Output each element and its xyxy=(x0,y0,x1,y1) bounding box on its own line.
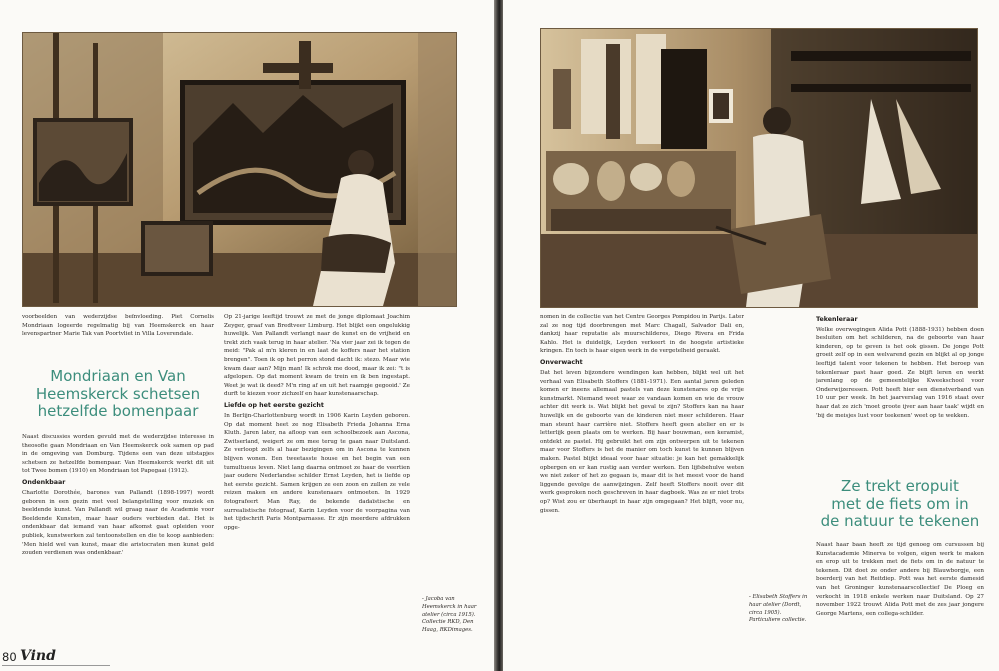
paragraph: Op 21-jarige leeftijd trouwt ze met de jonge diplomaat Joachim Zeyger, graaf van Bredtveer Limburg. Het blijkt een ongelukkig huwelijk. Van Pallandt verlangt naar de kunst en de vrijheid en trekt zich vaak terug in haar atelier. 'Na vier jaar zei ik tegen de meid: "Pak al m'n kleren in en laat de koffers naar het station brengen". Toen ik op het perron stond dacht ik: stezo. Maar wie kwam daar aan? Mijn man! Ik schrok me dood, maar ik zei: "t is afgelopen. Op dat moment kwam de trein en ik ben ingestapt. Weet je wat ik deed? M'n ring af en uit het raampje gegooid.' Ze durft te kiezen voor zichzelf en haar kunstenaarschap. xyxy=(224,314,410,398)
pull-quote-left xyxy=(22,368,214,421)
page-number: 80 xyxy=(2,650,17,664)
text-column-3 xyxy=(540,313,744,663)
caption: - Elisabeth Stoffers in haar atelier (Dordt, circa 1905). Particuliere collectie. xyxy=(749,594,808,624)
paragraph: Naast discussies worden gevuld met de wederzijdse interesse in theosofie gaan Mondriaan en Van Heemskerck ook samen op pad in de omgeving van Domburg. Tijdens een van deze uitstapjes schetsen ze hetzelfde bomenpaar. Van Heemskerck werkt dit uit tot Twee bomen (1910) en Mondriaan tot Papegaai (1912). xyxy=(22,434,214,475)
text-column-4 xyxy=(816,316,984,470)
left-page xyxy=(0,0,494,671)
section-heading: Liefde op het eerste gezicht xyxy=(224,402,324,410)
archival-photo-woman-seated-beside-paintings xyxy=(23,33,456,306)
pull-quote-line: hetzelfde bomenpaar xyxy=(37,402,199,420)
photo-right xyxy=(540,28,978,308)
text-column-1-top xyxy=(22,313,214,356)
section-heading: Tekenleraar xyxy=(816,316,858,323)
folio-rule xyxy=(2,665,110,666)
pull-quote-right xyxy=(816,478,984,531)
text-column-2 xyxy=(224,313,410,646)
paragraph: Dat het leven bijzondere wendingen kan hebben, blijkt wel uit het verhaal van Elisabeth Stoffers (1881-1971). Een aantal jaren geleden komen er ineens allemaal pastels van deze kunstenares op de vrije kunstmarkt. Niemand weet waar ze vandaan komen en wie de vrouw achter dit werk is. Wat blijkt het geval te zijn? Stoffers kan na haar huwelijk en de geboorte van de kinderen niet meer schilderen. Haar man steunt haar carrière niet. Stoffers heeft geen atelier en er is letterlijk geen plaats om te werken. Bij haar bouwman, een keramist, ontdekt ze pastel. Hij gebruikt het om zijn ontwerpen uit te tekenen maar voor Stoffers is het de manier om toch kunst te kunnen blijven maken. Pastel blijkt ideaal voor haar situatie: je kan het gemakkelijk opbergen en er kan rustig aan verder werken. Een lijfsbehulve weten we niet zeker of het zo gegaan is, maar dit is het meest voor de hand liggende gevolge de aanwijzingen. Zelf heeft Stoffers nooit over dit werk gesproken noch geschreven in haar dagboek. Was ze er niet trots op? Wist zou er überhaupt in haar zijn omgegaan? Het blijft, voor nu, gissen. xyxy=(540,370,744,514)
paragraph: nomen in de collectie van het Centre Georges Pompidou in Parijs. Later zal ze nog tijd doorbrengen met Marc Chagall, Salvador Dali en, dankzij haar reputatie als muurschilderes, Diego Rivera en Frida Kahlo. Het is duidelijk, Leyden verkeert in de hoogste artistieke kringen. En toch is haar eigen werk in de vergetelheid geraakt. xyxy=(540,314,744,355)
text-column-5 xyxy=(816,541,984,665)
page-spine xyxy=(494,0,503,671)
paragraph: voorbeelden van wederzijdse beïnvloeding. Piet Cornelis Mondriaan logeerde regelmatig bij van Heemskerck en haar levenspartner Marie Tak van Poortvliet in Villa Loverendale. xyxy=(22,314,214,338)
pull-quote-line: de natuur te tekenen xyxy=(820,512,980,530)
magazine-name: Vind xyxy=(20,648,56,664)
photo-caption-left xyxy=(422,596,488,656)
pull-quote-line: met de fiets om in xyxy=(831,494,969,513)
paragraph: In Berlijn-Charlottenburg wordt in 1906 Karin Leyden geboren. Op dat moment heet ze nog Elisabeth Frieda Johanna Erna Kluth. Jaren later, na afloop van een schoolbezoek aan Ascona, Zwitserland, weigert ze om mee terug te gaan naar Duitsland. Ze verloopt zelfs al haar bezigingen om in Ascona te kunnen blijven wonen. Een tweetasste house en het begin van een tumultueus leven. Niet lang daarna ontmoet ze haar de veertien jaar oudere Nederlandse schilder Ernst Leyden, het is liefde op het eerste gezicht. Samen krijgen ze een zoon en zullen ze vele reizen maken en andere kunstenaars ontmoeten. In 1929 fotografeert Man Ray, de bekende dadaïstische en surrealistische fotograaf, Karin Leyden voor de voorpagina van het tijdschrift Paris Montparnasse. Er zijn meerdere afdrukken opge- xyxy=(224,413,410,531)
section-heading: Ondenkbaar xyxy=(22,479,66,487)
paragraph: Charlotte Dorothée, barones van Pallandt (1898-1997) wordt geboren in een gezin met veel belangstelling voor muziek en beeldende kunst. Van Pallandt wil graag naar de Academie voor Beeldende Kunsten, maar haar ouders verbieden dat. Het is ondenkbaar dat iemand van haar afkomst gaat opleiden voor publiek, kunstwerken zal tentoonstellen en die te koop aanbieden: 'Men hield wel van kunst, maar die aristocraten men kunst geld zouden verdienen was ondenkbaar.' xyxy=(22,490,214,557)
pull-quote-line: Ze trekt eropuit xyxy=(841,477,959,495)
archival-photo-woman-painting-in-studio xyxy=(541,29,977,307)
text-column-1 xyxy=(22,433,214,635)
paragraph: Welke overwegingen Alida Pott (1888-1931) hebben doen besluiten om het schilderen, na de geboorte van haar kinderen, op te geven is het ook gissen. De jonge Pott groeit zelf op in een welvarend gezin en blijkt al op jonge leeftijd talent voor tekenen te hebben. Het beroep van tekenleraar past haar goed. Ze blijft leren en werkt jarenlang op de gemeentelijke Kweekschool voor Onderwijzeressen. Pott heeft hier een dienstverband van 10 uur per week. In het jaarverslag van 1916 staat over haar dat ze zich 'moet groote ijver aan haar taak' wijdt en 'bij de meisjes lust voor teekenen' weet op te wekken. xyxy=(816,326,984,419)
right-page xyxy=(503,0,999,671)
section-heading: Onverwacht xyxy=(540,359,583,367)
photo-caption-right xyxy=(749,594,813,650)
pull-quote-line: Mondriaan en Van xyxy=(50,367,186,385)
paragraph: Naast haar baan heeft ze tijd genoeg om cursussen bij Kunstacademie Minerva te volgen, eigen werk te maken en erop uit te trekken met de fiets om in de natuur te tekenen. Dit doet ze onder andere bij Blauwborgje, een boerderij van het Reitdiep. Pott was het eerste damesid van het Groninger kunstenaarscollectief De Ploeg en verkocht in 1918 enkele werken naar Duitsland. Op 27 november 1922 trouwt Alida Pott met de zes jaar jongere George Martens, een collega-schilder. xyxy=(816,542,984,617)
photo-left xyxy=(22,32,457,307)
pull-quote-line: Heemskerck schetsen xyxy=(35,384,201,403)
caption: - Jacoba van Heemskerck in haar atelier (circa 1915). Collectie RKD, Den Haag, RKDimages. xyxy=(422,596,477,634)
